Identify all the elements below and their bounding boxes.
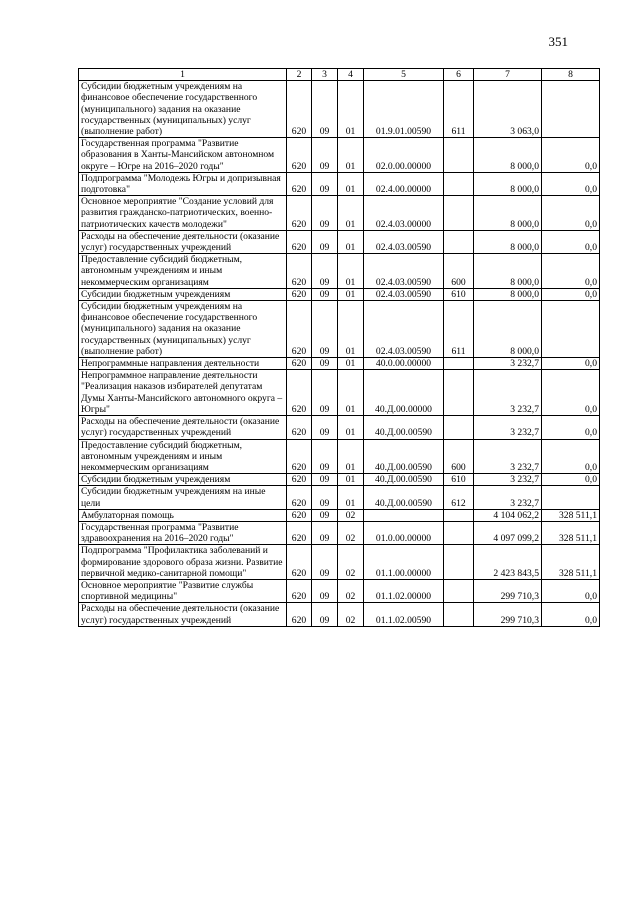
cell-amount: 3 232,7 [474, 486, 542, 509]
column-header: 5 [364, 69, 444, 81]
cell-amount-subvention: 0,0 [542, 474, 600, 486]
cell-subsection: 01 [338, 172, 364, 195]
cell-target-article: 02.4.03.00590 [364, 288, 444, 300]
table-row [79, 474, 600, 486]
column-header: 2 [287, 69, 312, 81]
cell-amount: 8 000,0 [474, 138, 542, 173]
cell-amount: 3 232,7 [474, 474, 542, 486]
cell-amount-subvention: 0,0 [542, 603, 600, 626]
row-name: Субсидии бюджетным учреждениям на иные цели [79, 486, 287, 509]
cell-ministry-code: 620 [287, 288, 312, 300]
cell-expense-type: 611 [444, 301, 474, 358]
cell-ministry-code: 620 [287, 545, 312, 580]
cell-expense-type: 611 [444, 81, 474, 138]
cell-section: 09 [312, 254, 338, 289]
cell-ministry-code: 620 [287, 254, 312, 289]
row-name: Субсидии бюджетным учреждениям на финансовое обеспечение государственного (муниципального) задания на оказание государственных (муниципальных) услуг (выполнение работ) [79, 81, 287, 138]
cell-target-article: 02.0.00.00000 [364, 138, 444, 173]
cell-subsection: 01 [338, 474, 364, 486]
cell-amount-subvention: 0,0 [542, 196, 600, 231]
cell-subsection: 01 [338, 439, 364, 474]
cell-section: 09 [312, 81, 338, 138]
row-name: Предоставление субсидий бюджетным, автономным учреждениям и иным некоммерческим организациям [79, 439, 287, 474]
table-row [79, 439, 600, 474]
cell-amount-subvention: 0,0 [542, 416, 600, 439]
cell-expense-type [444, 370, 474, 416]
table-row [79, 288, 600, 300]
cell-section: 09 [312, 521, 338, 544]
cell-amount-subvention: 328 511,1 [542, 521, 600, 544]
cell-expense-type [444, 509, 474, 521]
cell-subsection: 01 [338, 138, 364, 173]
cell-amount: 3 232,7 [474, 370, 542, 416]
cell-expense-type: 610 [444, 288, 474, 300]
cell-section: 09 [312, 230, 338, 253]
cell-amount-subvention: 0,0 [542, 230, 600, 253]
cell-expense-type [444, 545, 474, 580]
cell-amount: 299 710,3 [474, 603, 542, 626]
cell-amount: 8 000,0 [474, 254, 542, 289]
cell-section: 09 [312, 439, 338, 474]
cell-amount: 3 232,7 [474, 416, 542, 439]
column-header: 3 [312, 69, 338, 81]
row-name: Подпрограмма "Молодежь Югры и допризывная подготовка" [79, 172, 287, 195]
cell-expense-type [444, 416, 474, 439]
cell-target-article: 40.Д.00.00000 [364, 370, 444, 416]
cell-section: 09 [312, 416, 338, 439]
cell-ministry-code: 620 [287, 603, 312, 626]
cell-expense-type [444, 521, 474, 544]
cell-amount: 8 000,0 [474, 196, 542, 231]
cell-amount: 8 000,0 [474, 230, 542, 253]
cell-expense-type [444, 579, 474, 602]
table-row [79, 358, 600, 370]
header-row [79, 69, 600, 81]
cell-ministry-code: 620 [287, 370, 312, 416]
cell-target-article: 02.4.03.00590 [364, 230, 444, 253]
row-name: Основное мероприятие "Развитие службы спортивной медицины" [79, 579, 287, 602]
cell-ministry-code: 620 [287, 230, 312, 253]
cell-section: 09 [312, 370, 338, 416]
table-row [79, 545, 600, 580]
table-row [79, 509, 600, 521]
column-header: 6 [444, 69, 474, 81]
cell-ministry-code: 620 [287, 138, 312, 173]
cell-section: 09 [312, 358, 338, 370]
cell-subsection: 02 [338, 521, 364, 544]
cell-section: 09 [312, 509, 338, 521]
cell-ministry-code: 620 [287, 358, 312, 370]
table-row [79, 486, 600, 509]
cell-amount: 4 097 099,2 [474, 521, 542, 544]
column-header: 1 [79, 69, 287, 81]
page-number: 351 [548, 34, 568, 49]
table-row [79, 196, 600, 231]
cell-amount-subvention: 0,0 [542, 579, 600, 602]
cell-amount-subvention [542, 486, 600, 509]
cell-section: 09 [312, 545, 338, 580]
table-row [79, 579, 600, 602]
cell-amount-subvention: 328 511,1 [542, 509, 600, 521]
cell-subsection: 01 [338, 486, 364, 509]
cell-expense-type [444, 230, 474, 253]
cell-expense-type [444, 603, 474, 626]
cell-ministry-code: 620 [287, 196, 312, 231]
cell-target-article: 40.Д.00.00590 [364, 416, 444, 439]
cell-expense-type: 600 [444, 254, 474, 289]
cell-section: 09 [312, 288, 338, 300]
cell-amount: 8 000,0 [474, 301, 542, 358]
cell-section: 09 [312, 196, 338, 231]
row-name: Субсидии бюджетным учреждениям [79, 474, 287, 486]
cell-subsection: 01 [338, 301, 364, 358]
row-name: Субсидии бюджетным учреждениям [79, 288, 287, 300]
cell-subsection: 01 [338, 370, 364, 416]
cell-amount-subvention [542, 301, 600, 358]
cell-target-article: 01.1.00.00000 [364, 545, 444, 580]
cell-section: 09 [312, 579, 338, 602]
cell-ministry-code: 620 [287, 301, 312, 358]
table-row [79, 603, 600, 626]
cell-amount: 4 104 062,2 [474, 509, 542, 521]
table-row [79, 172, 600, 195]
cell-expense-type [444, 196, 474, 231]
table-row [79, 138, 600, 173]
row-name: Субсидии бюджетным учреждениям на финансовое обеспечение государственного (муниципального) задания на оказание государственных (муниципальных) услуг (выполнение работ) [79, 301, 287, 358]
cell-subsection: 01 [338, 416, 364, 439]
cell-subsection: 01 [338, 196, 364, 231]
table-row [79, 81, 600, 138]
table-row [79, 254, 600, 289]
cell-ministry-code: 620 [287, 416, 312, 439]
cell-ministry-code: 620 [287, 486, 312, 509]
cell-ministry-code: 620 [287, 474, 312, 486]
cell-subsection: 01 [338, 358, 364, 370]
cell-section: 09 [312, 138, 338, 173]
row-name: Амбулаторная помощь [79, 509, 287, 521]
table-row [79, 521, 600, 544]
table-row [79, 301, 600, 358]
cell-target-article: 02.4.03.00000 [364, 196, 444, 231]
cell-amount-subvention: 0,0 [542, 370, 600, 416]
cell-target-article: 02.4.03.00590 [364, 301, 444, 358]
cell-amount-subvention: 0,0 [542, 358, 600, 370]
cell-amount-subvention: 0,0 [542, 138, 600, 173]
cell-subsection: 02 [338, 603, 364, 626]
cell-subsection: 01 [338, 254, 364, 289]
cell-target-article: 40.Д.00.00590 [364, 439, 444, 474]
cell-expense-type [444, 138, 474, 173]
cell-amount: 8 000,0 [474, 288, 542, 300]
cell-ministry-code: 620 [287, 81, 312, 138]
cell-amount-subvention: 0,0 [542, 439, 600, 474]
row-name: Основное мероприятие "Создание условий для развития гражданско-патриотических, военно-патриотических качеств молодежи" [79, 196, 287, 231]
cell-target-article: 40.0.00.00000 [364, 358, 444, 370]
cell-target-article: 01.1.02.00000 [364, 579, 444, 602]
cell-amount-subvention: 0,0 [542, 288, 600, 300]
cell-ministry-code: 620 [287, 509, 312, 521]
table-row [79, 370, 600, 416]
cell-expense-type: 600 [444, 439, 474, 474]
cell-ministry-code: 620 [287, 172, 312, 195]
cell-subsection: 01 [338, 288, 364, 300]
cell-amount: 3 063,0 [474, 81, 542, 138]
cell-amount-subvention: 328 511,1 [542, 545, 600, 580]
cell-target-article [364, 509, 444, 521]
cell-subsection: 02 [338, 509, 364, 521]
cell-expense-type [444, 358, 474, 370]
row-name: Подпрограмма "Профилактика заболеваний и формирование здорового образа жизни. Развитие первичной медико-санитарной помощи" [79, 545, 287, 580]
column-header: 7 [474, 69, 542, 81]
cell-ministry-code: 620 [287, 521, 312, 544]
row-name: Предоставление субсидий бюджетным, автономным учреждениям и иным некоммерческим организациям [79, 254, 287, 289]
cell-section: 09 [312, 474, 338, 486]
cell-subsection: 01 [338, 230, 364, 253]
cell-expense-type: 610 [444, 474, 474, 486]
cell-target-article: 02.4.03.00590 [364, 254, 444, 289]
cell-amount: 8 000,0 [474, 172, 542, 195]
cell-amount: 3 232,7 [474, 439, 542, 474]
cell-target-article: 40.Д.00.00590 [364, 486, 444, 509]
cell-section: 09 [312, 172, 338, 195]
cell-subsection: 02 [338, 545, 364, 580]
column-header: 8 [542, 69, 600, 81]
cell-amount-subvention: 0,0 [542, 172, 600, 195]
row-name: Расходы на обеспечение деятельности (оказание услуг) государственных учреждений [79, 416, 287, 439]
row-name: Непрограммные направления деятельности [79, 358, 287, 370]
cell-section: 09 [312, 486, 338, 509]
row-name: Расходы на обеспечение деятельности (оказание услуг) государственных учреждений [79, 230, 287, 253]
cell-subsection: 01 [338, 81, 364, 138]
cell-target-article: 40.Д.00.00590 [364, 474, 444, 486]
column-header: 4 [338, 69, 364, 81]
cell-section: 09 [312, 301, 338, 358]
cell-amount: 299 710,3 [474, 579, 542, 602]
cell-expense-type [444, 172, 474, 195]
cell-amount: 2 423 843,5 [474, 545, 542, 580]
cell-target-article: 02.4.00.00000 [364, 172, 444, 195]
cell-ministry-code: 620 [287, 579, 312, 602]
row-name: Государственная программа "Развитие здравоохранения на 2016–2020 годы" [79, 521, 287, 544]
budget-table [78, 68, 600, 627]
row-name: Государственная программа "Развитие образования в Ханты-Мансийском автономном округе – Югре на 2016–2020 годы" [79, 138, 287, 173]
cell-expense-type: 612 [444, 486, 474, 509]
cell-target-article: 01.9.01.00590 [364, 81, 444, 138]
cell-target-article: 01.0.00.00000 [364, 521, 444, 544]
cell-subsection: 02 [338, 579, 364, 602]
row-name: Непрограммное направление деятельности "Реализация наказов избирателей депутатам Думы Ханты-Мансийского автономного округа – Югры" [79, 370, 287, 416]
cell-amount-subvention [542, 81, 600, 138]
table-row [79, 230, 600, 253]
cell-amount: 3 232,7 [474, 358, 542, 370]
cell-ministry-code: 620 [287, 439, 312, 474]
row-name: Расходы на обеспечение деятельности (оказание услуг) государственных учреждений [79, 603, 287, 626]
table-row [79, 416, 600, 439]
cell-target-article: 01.1.02.00590 [364, 603, 444, 626]
cell-amount-subvention: 0,0 [542, 254, 600, 289]
cell-section: 09 [312, 603, 338, 626]
